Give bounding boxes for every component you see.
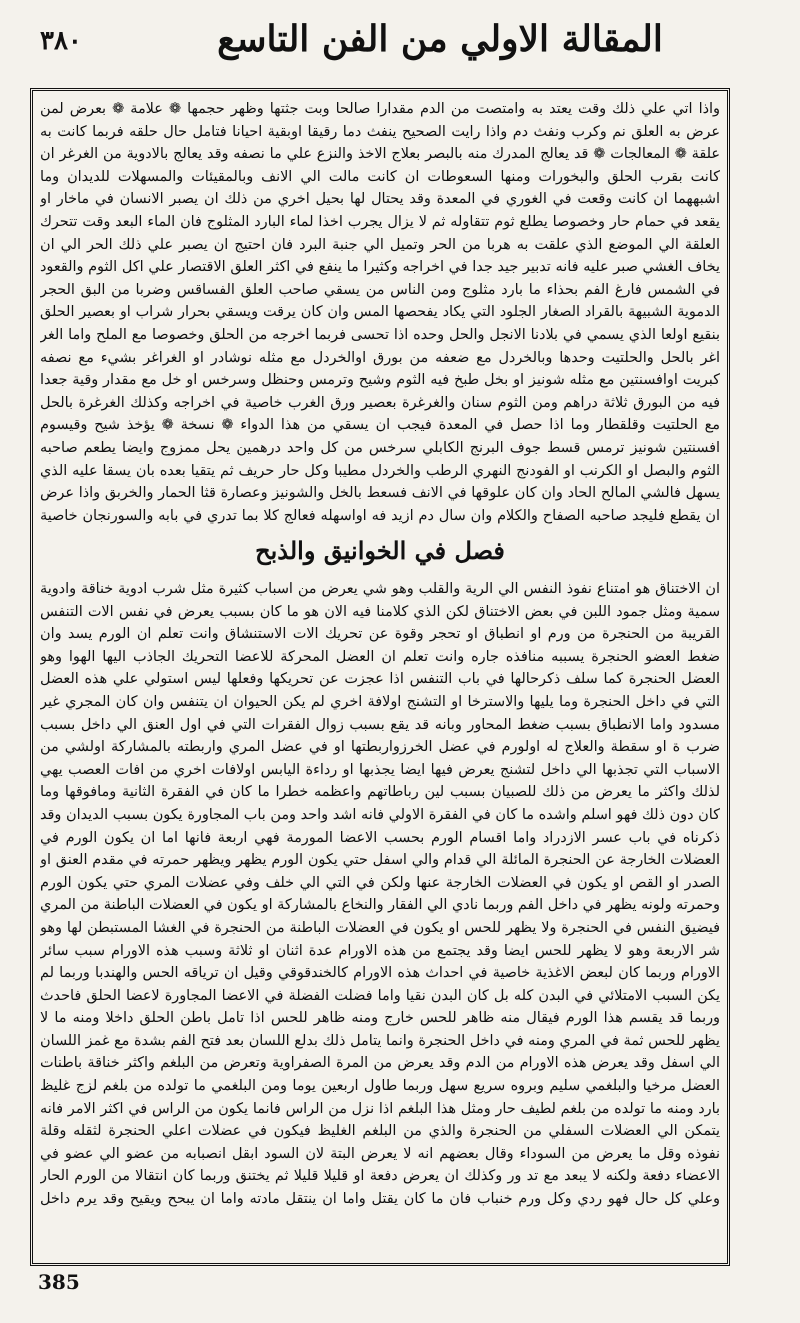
paragraph-leech-treatment: واذا اتي علي ذلك وقت يعتد به وامتصت من الدم مقدارا صالحا وبت جثتها وظهر حجمها ❁ علامة ❁ بعرض لمن عرض به العلق نم وكرب ونفث دم واذا رايت الصحيح ينفث دما رقيقا اوبقية احيانا فتامل حال حلقه فربما كانت به علقة ❁ المعالجات ❁ قد يعالج المدرك منه بالبصر بعلاج الاخذ والنزع علي ما نصفه وقد يعالج بالادوية من الغرغر ان كانت بقرب الحلق والبخورات ومنها السعوطات ان كانت مالت الي الانف وبالمقيئات والمسهلات للديدان وما اشبههما ان كانت وقعت في الغوري في المعدة وقد يحتال لها بحيل اخري من ذلك ان يصبر الانسان في ماخار او يقعد في حمام حار وخصوصا يطلع ثوم تتقاوله ثم لا يزال يجرب اخذا لماء البارد المثلوج فان الماء البعد وقت تتحرك العلقة الي الموضع الذي علقت به هربا من الحر وتميل الي جنبة البرد فان احتيج ان يصبر علي ذلك الحر الي ان يخاف الغشي صبر عليه فانه تدبير جيد جدا في اخراجه وكثيرا ما ينفع في اكثر العلق الاقتصار علي اكل الثوم والقعود في الشمس فارغ الفم بحذاء ما بارد مثلوج ومن الناس من يسقي صاحب العلق الفساقس وضربا من البق الحجر الدموية الشبيهة بالقراد الصغار الجلود التي يكاد يفحصها المس وان كان يرقت ويسقي بحرار شراب او بعصير الحلق بنقيع اولعا الذي يسمي في بلادنا الانجل والحل وحده اذا تحسى فربما اخرجه من الحلق وخصوصا مع الملح واما الغر اغر بالحل والحلتيت وحدها وبالخردل مع ضعفه من بورق اوالخردل مع مثله نوشادر او الغراغر بشيء مع نصفه كبريت اوافسنتين مع مثله شونيز او بخل طبخ فيه الثوم وشيح وترمس وحنظل وسرخس او خل مع مقدار وقية جعدا فيه من البورق ثلاثة دراهم ومن الثوم سنان والغرغرة بعصير ورق الغرب خاصية في اخراجه وكذلك الغرغرة بالحل مع الحلتيت وقلقطار وما اذا حصل في المعدة فيجب ان يسقي من هذا الدواء ❁ نسخة ❁ يؤخذ شيح وقيسوم افسنتين شونيز ترمس قسط جوف البرنج الكابلي سرخس من كل واحد درهمين يحل ممزوج وايضا يطعم صاحبه الثوم والبصل او الكرنب او الفودنج النهري الرطب والخردل مطيبا وكل حار حريف ثم يتقيا بعده بان يسقا عليه الذي يسهل فالشي المالح الحاد وان كان علوقها في الانف فسعط بالخل والشونيز وعصارة قثا الحمار والخربق واذا عرض ان يقطع فليجد صاحبه الصفاح والكلام وان سال دم ازيد فه اواسهله فعالج كلا بما تدري في بابه والسورنجان خاصية: [40, 101, 720, 524]
running-title: المقالة الاولي من الفن التاسع: [217, 18, 663, 60]
section-heading: فصل في الخوانيق والذبح: [255, 536, 505, 565]
body-text: [40, 98, 720, 1208]
page-header: [40, 18, 760, 78]
footer-page-number: 385: [38, 1270, 80, 1294]
folio-number: ٣٨٠: [40, 26, 82, 56]
paragraph-suffocation: ان الاختناق هو امتناع نفوذ النفس الي الرية والقلب وهو شي يعرض من اسباب كثيرة مثل شرب ادوية خناقة وادوية سمية ومثل جمود اللبن في بعض الاختناق لكن الذي كلامنا فيه الان هو ما كان بسبب يعرض في نفس الات التنفس القريبة من الحنجرة من ورم او انطباق او تحجر وقوة عن تحريك الات الاستنشاق وانت تعلم ان الورم يسد وان ضغط العضو الحنجرة يسببه منافذه جاره وانت تعلم ان العضل المحركة للاعضا التحريك الجاذب اليها الهوا وهو العضل الحنجرة كما سلف ذكرحالها في باب التنفس اذا عجزت عن تحريكها وفعلها ليس استولي علي هذه العضل التي في داخل الحنجرة وما يليها والاسترخا او التشنج اولافة اخري لم يكن الحيوان ان يتنفس وان كان المجري غير مسدود واما الانطباق بسبب ضغط المحاور وبانه قد يقع بسبب زوال الفقرات التي في اول العنق الي داخل بسبب ضرب ة او سقطة والعلاج له اولورم في عضل الخرزواربطتها او في عضل المري واربطته بالمشاركة اولشي من الاسباب التي تجذبها الي داخل لتشنج يعرض فيها ايضا يجذبها او رداءة اليابس اولافات اخري من افات العصب يهي لذلك واكثر ما يعرض من ذلك للصبيان بسبب لين رباطاتهم واعظمه خطرا ما كان في الفقرة الثانية ومافوقها وما كان دون ذلك فهو اسلم واشده ما كان في الفقرة الاولي فانه اشد واحد ومن باب المجاورة يكون بسبب الديدان وقد ذكرناه في باب عسر الازدراد واما اقسام الورم بحسب الاعضا المورمة فهي اربعة فانها اما ان يكون الورم في العضلات الخارجة عن الحنجرة المائلة الي قدام والي اسفل حتي يكون الورم يظهر ويظهر حمرته في مقدم العنق او الصدر او القص او يكون في العضلات الخارجة عنها ولكن في التي الي خلف وفي عضلات المري حتي يكون الورم وحمرته ولونه يظهر في داخل الفم وربما نادي الي الفقار والنخاع بالمشاركة او يكون في العضلات الباطنة من المري فيضيق النفس في الحنجرة ولا يظهر للحس او يكون في العضلات الباطنة من الحنجرة في الغشا المستبطن لها وهو شر الاربعة وهو لا يظهر للحس ايضا وقد يجتمع من هذه الاورام عدة اثنان او ثلاثة وسبب هذه الاورام سبب سائر الاورام وربما كان لبعض الاغذية خاصية في احداث هذه الاورام كالخندقوقي وقيل ان ترياقه الحس والهندبا وربما لم يكن السبب الامتلائي في البدن كله بل كان البدن نقيا واما فضلت الفضلة في الاعضا المجاورة لاعضا الحلق فاحدث وربما قد يقسم هذا الورم فيقال منه ظاهر للحس خارج ومنه ظاهر للحس اذا تامل باطن الحلق داخلا ومنه ما لا يظهر للحس ثمة في المري ومنه في داخل الحنجرة وانما يتامل ذلك بدلع اللسان بعد فتح الفم بشدة مع غمز اللسان الي اسفل وقد يعرض هذه الاورام من الدم وقد يعرض من المرة الصفراوية وتعرض من البلغم واكثر خناقة باطنات العضل مرخيا والبلغمي سليم وبروه سريع سهل وربما طاول اربعين يوما ومن البلغمي ما تولده من بلغم لزج غليظ بارد ومنه ما تولده من بلغم لطيف حار ومثل هذا البلغم اذا نزل من الراس فانما يكون من الراس في اكثر الامر فانه يتمكن الي العضلات السفلي من الحنجرة والذي من البلغم الغليظ فيكون في عضلات اعلي الحنجرة لثقله وقلة نفوذه وقل ما يعرض من السوداء وقال بعضهم انه لا يعرض البتة لان السود ابقل انصبابه من عضو الي عضو في الاعضاء دفعة ولكنه لا يبعد مع تد ور وكذلك ان يعرض دفعة او قليلا قليلا ثم يختنق وربما كان انتقالا من الورم الحار وعلي كل حال فهو ردي وكل ورم خنباب فان ما كان يقتل واما ان ينتقل مادته واما ان يبحح ويقيح وقد يرم داخل: [40, 581, 720, 1208]
